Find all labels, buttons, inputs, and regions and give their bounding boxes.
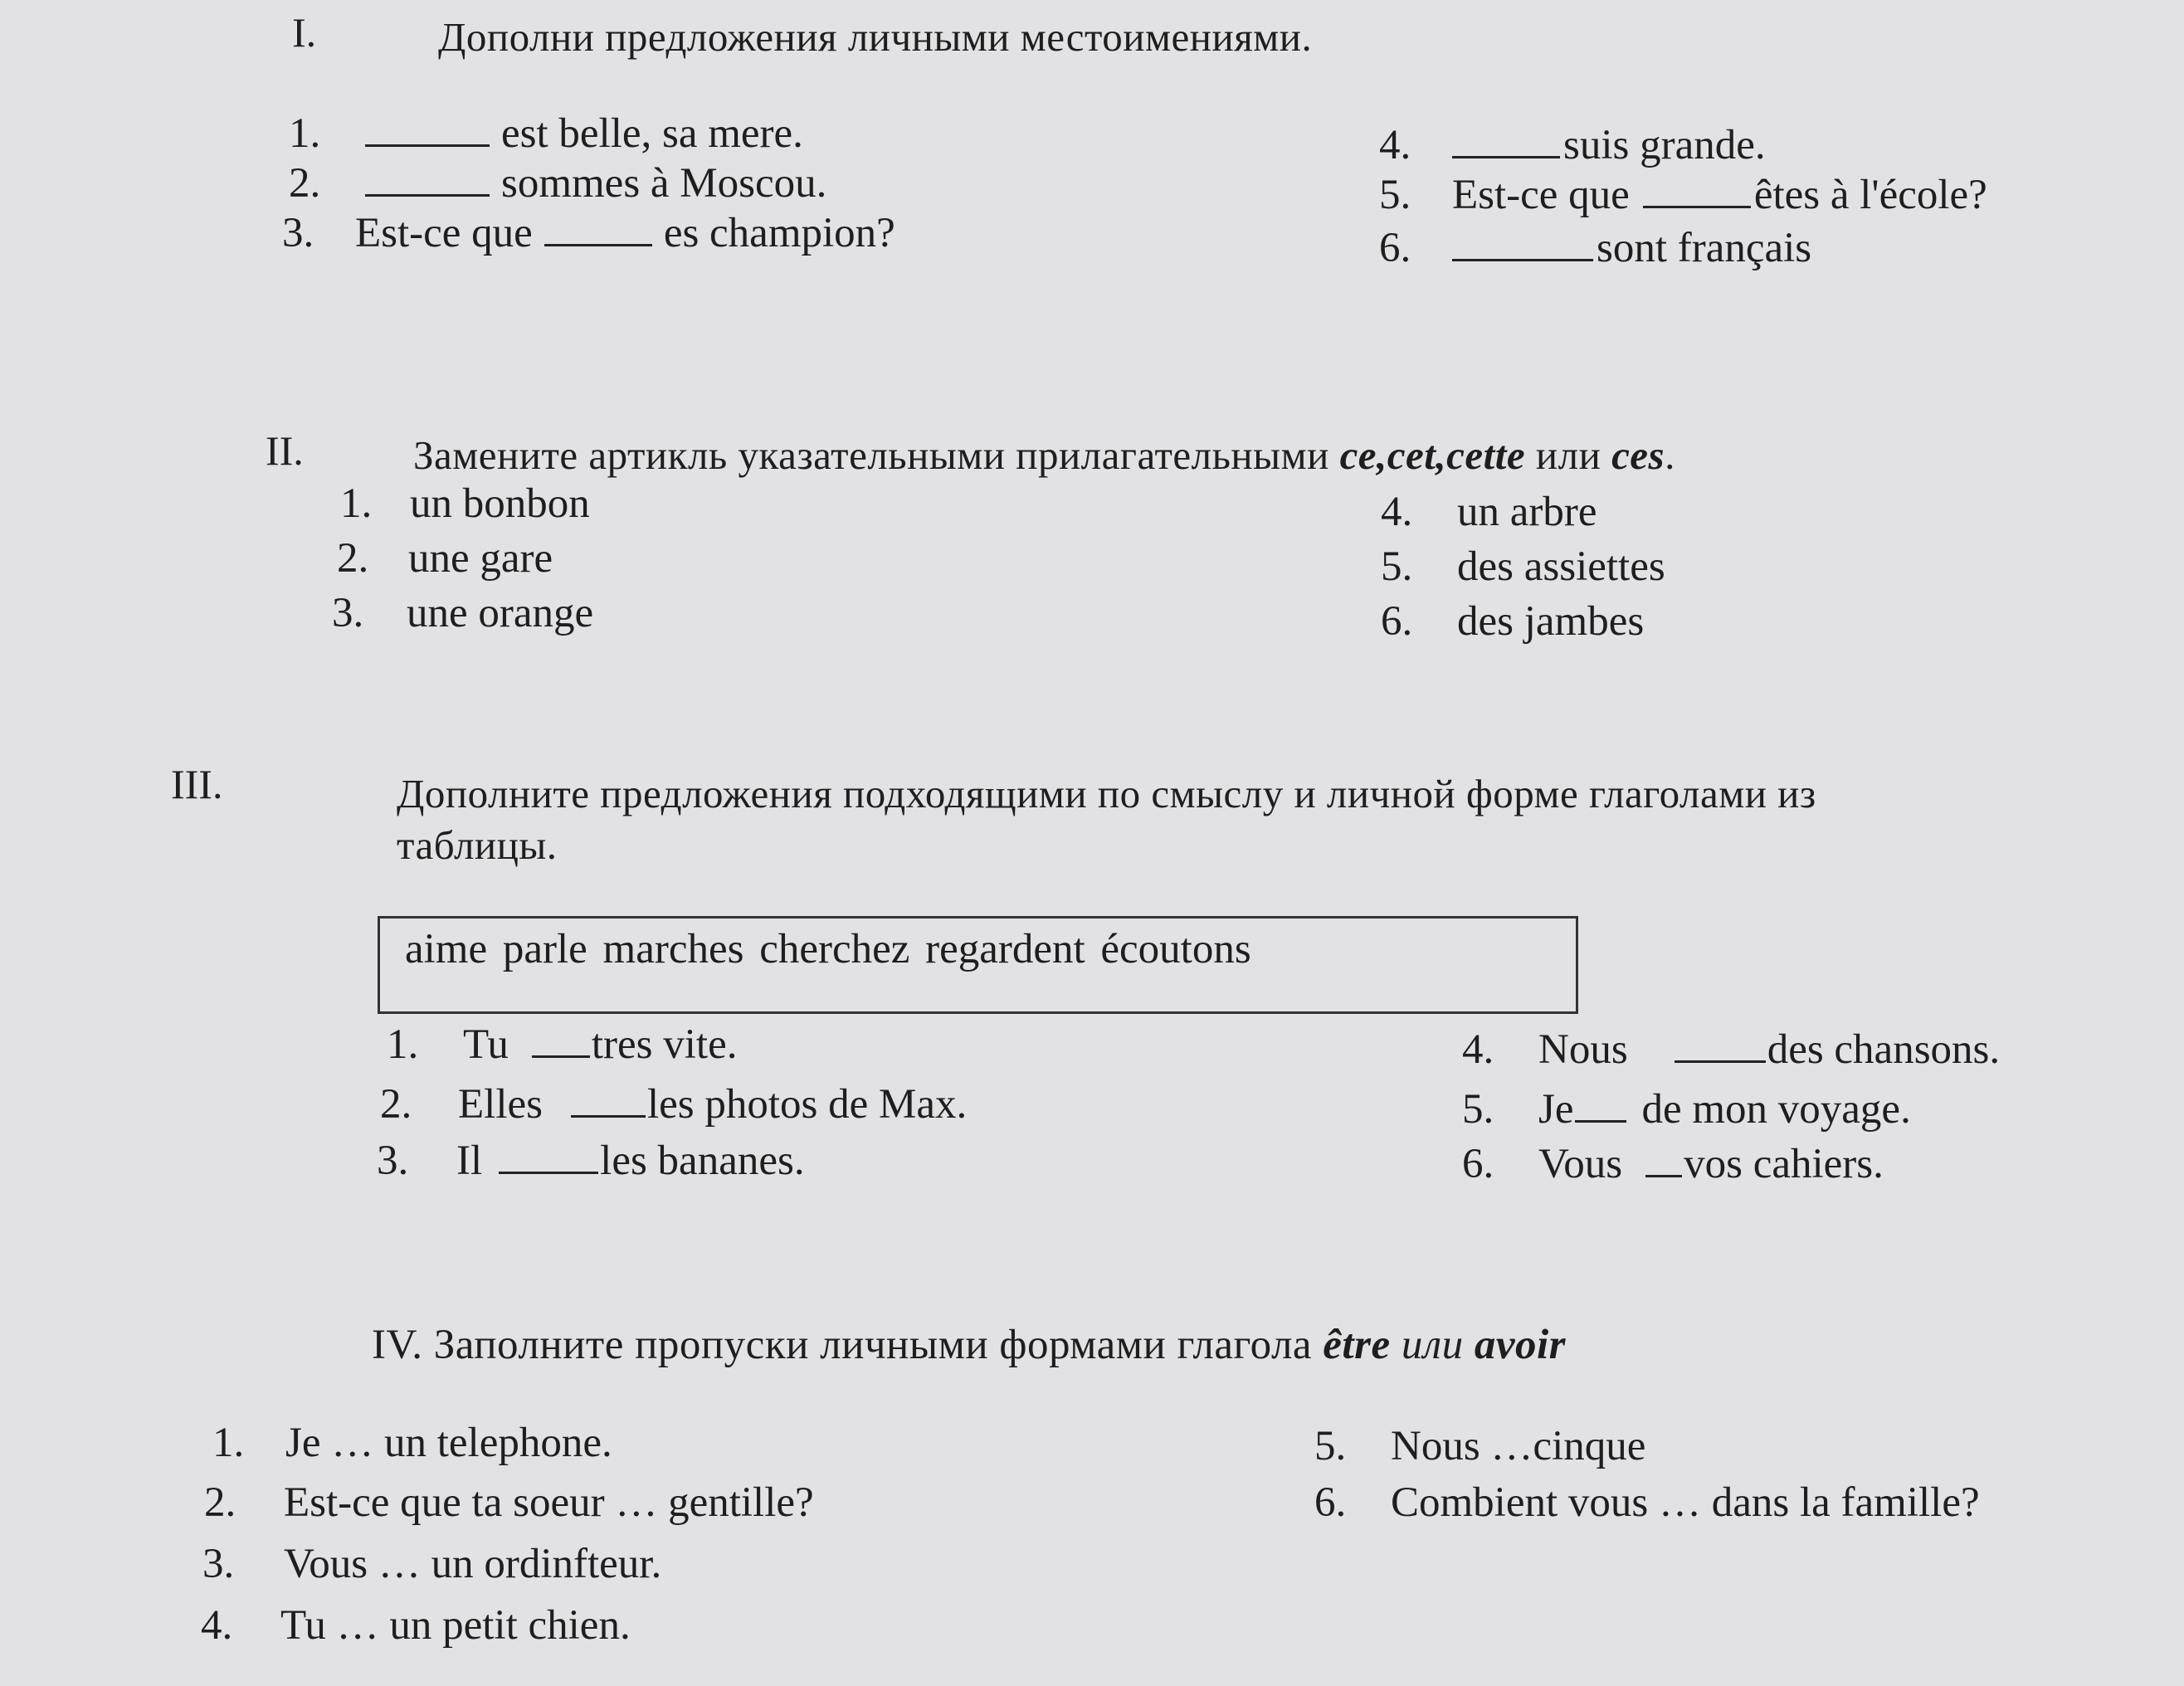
item-number: 3. [377,1138,409,1184]
answer-blank[interactable] [365,144,490,147]
s3-item-3 [377,1137,805,1185]
item-number: 1. [340,480,373,527]
s2-item-1 [340,480,590,528]
s4-item-2 [204,1479,814,1527]
item-text-before: Est-ce que [355,210,533,256]
item-subject: Nous [1538,1026,1628,1073]
item-text: des jambes [1457,598,1645,645]
item-text: sommes à Moscou. [501,160,827,207]
title-verb-etre: être [1323,1322,1391,1368]
answer-blank[interactable] [1675,1060,1766,1063]
item-text: une gare [408,535,553,582]
item-number: 5. [1381,543,1413,590]
item-text: es champion? [663,210,895,256]
s3-item-2 [380,1080,967,1128]
item-number: 2. [204,1479,236,1526]
section2-numeral: II. [266,427,304,474]
s4-item-5 [1314,1422,1645,1470]
item-text: Combient vous … dans la famille? [1391,1479,1980,1526]
title-verb-avoir: avoir [1474,1322,1566,1368]
item-number: 3. [282,210,314,256]
answer-blank[interactable] [1645,1174,1682,1177]
answer-blank[interactable] [544,243,652,246]
item-text: une orange [407,590,594,636]
title-text: Заполните пропуски личными формами глагола [433,1322,1313,1368]
item-text-before: Est-ce que [1452,172,1630,218]
item-number: 5. [1462,1086,1494,1133]
item-text: êtes à l'école? [1753,172,1987,218]
s1-item-3 [282,209,895,257]
section1-title: Дополни предложения личными местоимениями. [438,14,1313,60]
item-text: des assiettes [1457,543,1665,590]
answer-blank[interactable] [499,1171,598,1174]
item-number: 4. [1379,122,1411,168]
item-text: Tu … un petit chien. [280,1602,631,1649]
item-number: 4. [1381,489,1413,535]
answer-blank[interactable] [571,1114,646,1118]
item-text: un bonbon [410,480,590,527]
section4-numeral: IV. [372,1322,423,1368]
s1-item-2 [289,159,826,207]
item-subject: Elles [458,1081,543,1128]
s4-item-6 [1314,1479,1980,1527]
s1-item-4 [1379,121,1766,169]
item-number: 5. [1379,172,1411,218]
item-text: de mon voyage. [1641,1086,1911,1133]
item-text: Est-ce que ta soeur … gentille? [284,1479,814,1526]
item-number: 4. [201,1602,233,1649]
item-subject: Tu [463,1021,509,1068]
item-subject: Je [1538,1086,1574,1133]
item-number: 4. [1462,1026,1494,1073]
section3-numeral: III. [171,761,223,807]
item-number: 1. [289,110,321,157]
s1-item-5 [1379,171,1987,219]
item-number: 6. [1381,598,1413,645]
s1-item-6 [1379,224,1811,272]
s3-item-6 [1462,1140,1884,1188]
answer-blank[interactable] [532,1055,590,1058]
title-text: Замените артикль указательными прилагательными [413,432,1329,478]
title-or: или [1535,432,1601,478]
answer-blank[interactable] [1452,258,1593,261]
item-subject: Vous [1538,1141,1623,1187]
item-text: les bananes. [600,1138,805,1184]
s3-item-1 [387,1021,738,1069]
s2-item-2 [337,534,553,582]
item-text: tres vite. [591,1021,738,1068]
s1-item-1 [289,110,803,158]
item-text: Nous …cinque [1391,1423,1646,1469]
answer-blank[interactable] [1575,1119,1626,1123]
section3-title-line1: Дополните предложения подходящими по смыслу и личной форме глаголами из [397,771,1816,816]
item-text: Vous … un ordinfteur. [284,1541,662,1587]
item-number: 6. [1314,1479,1347,1526]
verb-table [378,916,1578,1014]
item-number: 2. [289,160,321,207]
section3-title-line2: таблицы. [397,822,558,868]
item-text: un arbre [1457,489,1597,535]
s2-item-5 [1381,543,1665,591]
item-number: 6. [1462,1141,1494,1187]
item-number: 1. [387,1021,419,1068]
answer-blank[interactable] [1643,205,1751,208]
item-number: 3. [332,590,364,636]
title-end: . [1665,432,1675,478]
item-text: suis grande. [1563,122,1766,168]
section2-title [413,431,1675,479]
answer-blank[interactable] [1452,155,1560,158]
title-or: или [1401,1322,1464,1368]
item-number: 6. [1379,225,1411,271]
title-ces: ces [1611,432,1665,478]
item-number: 2. [380,1081,412,1128]
item-text: sont français [1597,225,1812,271]
s2-item-6 [1381,597,1644,646]
s3-item-5 [1462,1085,1911,1133]
item-text: les photos de Max. [646,1081,968,1128]
item-text: vos cahiers. [1684,1141,1884,1187]
s4-item-3 [202,1540,661,1588]
item-number: 3. [202,1541,235,1587]
item-text: Je … un telephone. [285,1420,612,1466]
verb-list: aime parle marches cherchez regardent écoutons [405,926,1251,972]
s2-item-3 [332,589,593,637]
section4-title [372,1321,1566,1369]
s4-item-4 [201,1601,631,1649]
s4-item-1 [212,1419,612,1467]
item-subject: Il [456,1138,483,1184]
answer-blank[interactable] [365,193,490,197]
item-number: 5. [1314,1423,1347,1469]
title-adjectives: ce,cet,cette [1339,432,1526,478]
item-text: des chansons. [1767,1026,2001,1073]
s3-item-4 [1462,1026,2000,1074]
s2-item-4 [1381,488,1597,536]
item-text: est belle, sa mere. [501,110,803,157]
item-number: 1. [212,1420,245,1466]
section1-numeral: I. [292,9,317,56]
item-number: 2. [337,535,369,582]
